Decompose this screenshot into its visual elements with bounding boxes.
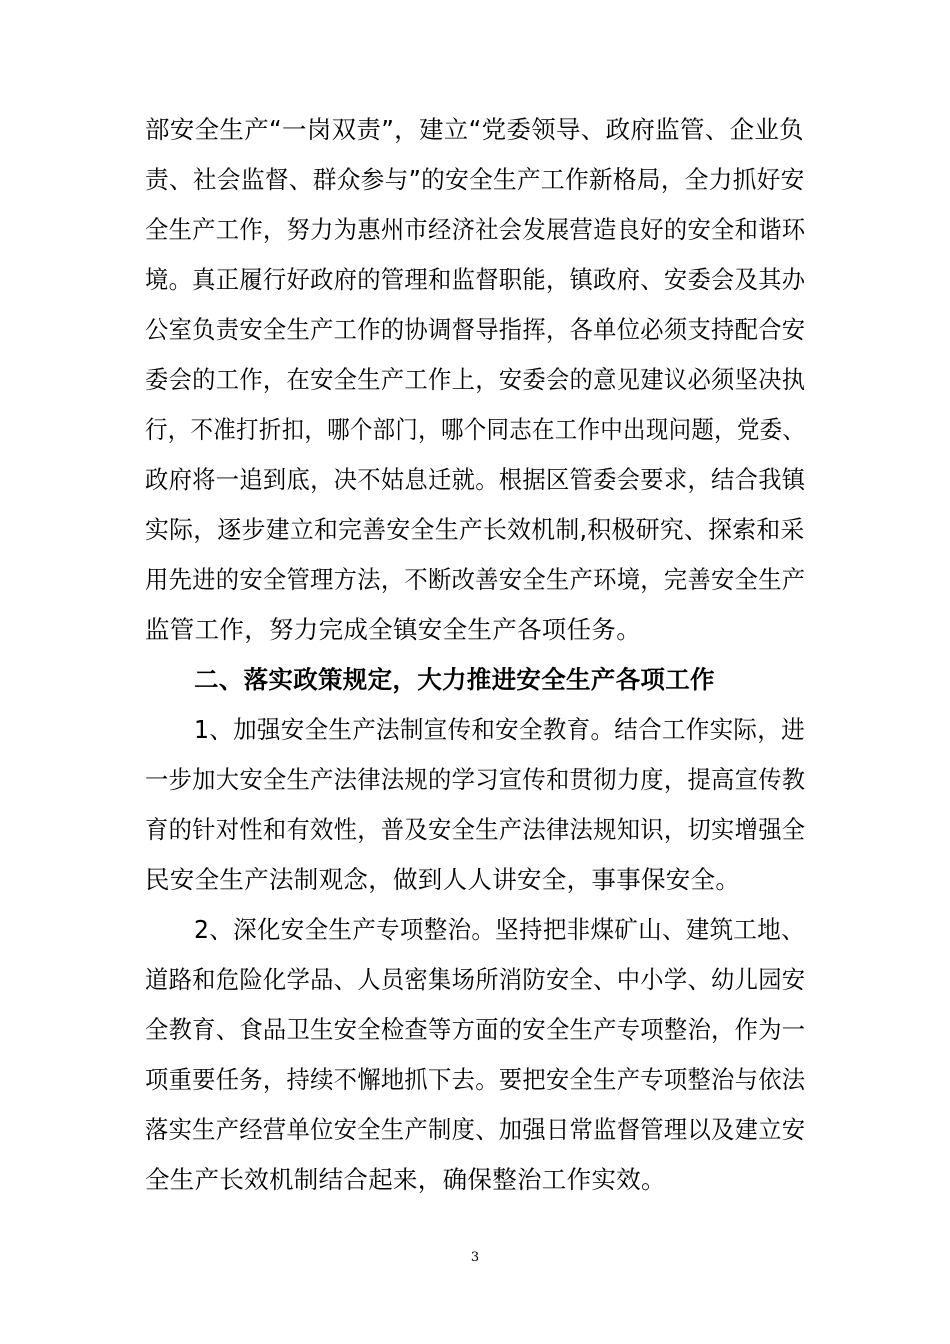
section-heading: 二、落实政策规定，大力推进安全生产各项工作	[194, 665, 715, 694]
body-text-line: 实际，逐步建立和完善安全生产长效机制,积极研究、探索和采	[145, 515, 805, 544]
body-text-line: 2、深化安全生产专项整治。坚持把非煤矿山、建筑工地、	[194, 915, 805, 944]
body-text-line: 公室负责安全生产工作的协调督导指挥，各单位必须支持配合安	[145, 315, 806, 344]
body-text-line: 民安全生产法制观念，做到人人讲安全，事事保安全。	[145, 865, 741, 894]
body-text-line: 1、加强安全生产法制宣传和安全教育。结合工作实际，进	[194, 715, 805, 744]
body-text-line: 全生产工作，努力为惠州市经济社会发展营造良好的安全和谐环	[145, 215, 806, 244]
body-text-line: 全生产长效机制结合起来，确保整治工作实效。	[145, 1165, 666, 1194]
body-text-line: 委会的工作，在安全生产工作上，安委会的意见建议必须坚决执	[145, 365, 806, 394]
body-text-line: 一步加大安全生产法律法规的学习宣传和贯彻力度，提高宣传教	[145, 765, 806, 794]
body-text-line: 用先进的安全管理方法，不断改善安全生产环境，完善安全生产	[145, 565, 806, 594]
page-number: 3	[470, 1250, 480, 1265]
body-text-line: 政府将一追到底，决不姑息迁就。根据区管委会要求，结合我镇	[145, 465, 806, 494]
body-text-line: 育的针对性和有效性，普及安全生产法律法规知识，切实增强全	[145, 815, 806, 844]
body-text-line: 道路和危险化学品、人员密集场所消防安全、中小学、幼儿园安	[145, 965, 806, 994]
body-text-line: 境。真正履行好政府的管理和监督职能，镇政府、安委会及其办	[145, 265, 806, 294]
body-text-line: 行，不准打折扣，哪个部门，哪个同志在工作中出现问题，党委、	[145, 415, 806, 444]
body-text-line: 责、社会监督、群众参与”的安全生产工作新格局，全力抓好安	[145, 165, 805, 194]
body-text-line: 部安全生产“一岗双责”，建立“党委领导、政府监管、企业负	[145, 115, 804, 144]
body-text-line: 全教育、食品卫生安全检查等方面的安全生产专项整治，作为一	[145, 1015, 806, 1044]
body-text-line: 落实生产经营单位安全生产制度、加强日常监督管理以及建立安	[145, 1115, 806, 1144]
body-text-line: 监管工作，努力完成全镇安全生产各项任务。	[145, 615, 641, 644]
body-text-line: 项重要任务，持续不懈地抓下去。要把安全生产专项整治与依法	[145, 1065, 806, 1094]
